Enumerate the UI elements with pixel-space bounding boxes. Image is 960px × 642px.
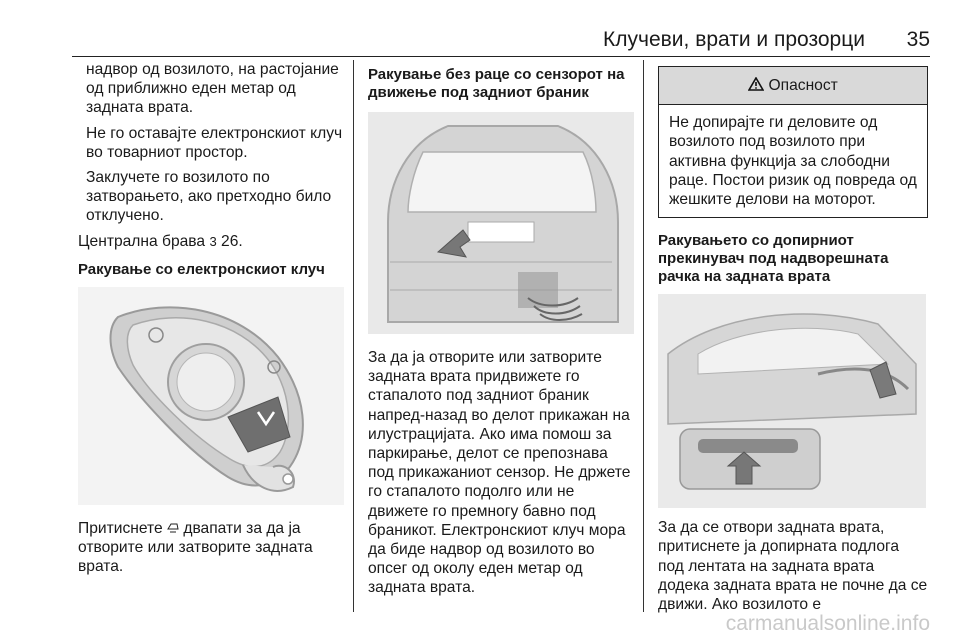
column-divider-1 [353, 60, 354, 612]
column-3 [658, 60, 928, 620]
tailgate-handle-icon [658, 294, 926, 508]
rear-car-icon [368, 112, 634, 334]
body-text: За да ја отворите или затворите задната врата придвижете го стапалото под задниот браник напред-назад во делот прикажан на илустрацијата. Ако има помош за паркирање, делот се препознава под прикажаниот сензор. Не држете го стапалото подолго или не движете го премногу бавно под браникот. Електронскиот клуч мора да биде надвор од возилото во опсег од околу еден метар од задната врата. [368, 349, 631, 597]
cross-reference [78, 232, 346, 251]
header-rule [72, 56, 930, 57]
section-heading: Ракување со електронскиот клуч [78, 260, 325, 278]
column-1 [78, 60, 346, 582]
tailgate-key-icon [167, 520, 179, 532]
reference-page: 26. [221, 232, 243, 250]
text-block: надвор од возилото, на растојание од приближно еден метар од задната врата. [86, 61, 339, 117]
warning-triangle-icon [748, 77, 764, 91]
page-header [0, 0, 960, 56]
section-heading: Ракувањето со допирниот прекинувач под надворешната рачка на задната врата [658, 232, 889, 286]
instruction-part: Притиснете [78, 519, 163, 537]
page-title: Клучеви, врати и прозорци [603, 28, 865, 51]
reference-arrow-icon: 3 [209, 233, 217, 249]
key-fob-icon [78, 287, 344, 505]
warning-body: Не допирајте ги деловите од возилото под возилото при активна функција за слободни раце. Постои ризик од повреда од жешките делови на моторот. [669, 114, 917, 209]
section-heading: Ракување без раце со сензорот на движење под задниот браник [368, 66, 625, 101]
key-fob-illustration [78, 287, 344, 505]
rear-bumper-illustration [368, 112, 634, 334]
instruction-part: двапати за да ја отворите или затворите задната врата. [78, 519, 313, 576]
warning-title: Опасност [768, 77, 838, 94]
column-divider-2 [643, 60, 644, 612]
tailgate-handle-illustration [658, 294, 926, 508]
column-2 [368, 60, 636, 604]
text-block: Заклучете го возилото по затворањето, ако претходно било отклучено. [86, 169, 332, 225]
warning-header [659, 67, 927, 105]
watermark: carmanualsonline.info [725, 612, 930, 635]
page-number: 35 [906, 28, 930, 51]
reference-label: Централна брава [78, 232, 206, 250]
instruction-text [78, 519, 346, 577]
warning-box [658, 66, 928, 218]
text-block: Не го оставајте електронскиот клуч во товарниот простор. [86, 124, 343, 161]
body-text: За да се отвори задната врата, притиснете ја допирната подлога под лентата на задната врата додека задната врата не почне да се движи. Ако возилото е [658, 519, 928, 614]
